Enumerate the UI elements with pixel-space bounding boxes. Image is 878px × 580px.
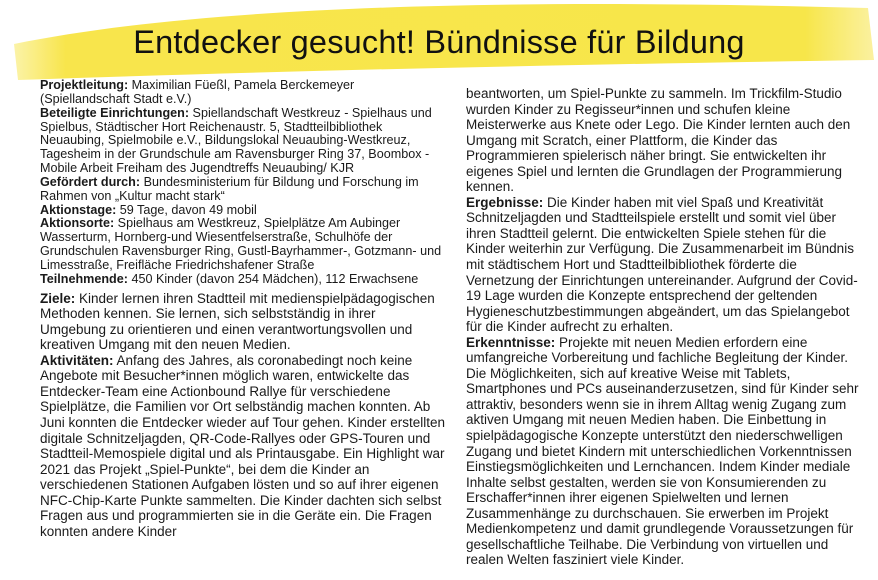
meta-teilnehmende: Teilnehmende: 450 Kinder (davon 254 Mädchen), 112 Erwachsene: [40, 271, 419, 286]
project-meta: [40, 79, 445, 287]
section-erkenntnisse: Erkenntnisse: Projekte mit neuen Medien erfordern eine umfangreiche Vorbereitung und fachliche Begleitung der Kinder. Die Möglichkeiten, sich auf kreative Weise mit Tablets, Smartphones und PCs auseinanderzusetzen, sind für Kinder sehr attraktiv, besonders wenn sie in ihrem Alltag wenig Zugang zum aktiven Umgang mit neuen Medien haben. Die Einbettung in spielpädagogische Konzepte unterstützt den niederschwelligen Zugang und bietet Kindern mit unterschiedlichen Vorkenntnissen Einstiegsmöglichkeiten und Lernchancen. Indem Kinder mediale Inhalte selbst gestalten, werden sie von Konsumierenden zu Erschaffer*innen ihrer eigenen Spielwelten und lernen Zusammenhänge zu durchschauen. Sie erwerben im Projekt Medienkompetenz und damit grundlegende Voraussetzungen für gesellschaftliche Teilhabe. Die Verbindung von virtuellen und realen Welten fasziniert viele Kinder.: [466, 334, 859, 568]
meta-aktionsorte: Aktionsorte: Spielhaus am Westkreuz, Spielplätze Am Aubinger Wasserturm, Hornberg-und Wiesentfelserstraße, Schulhöfe der Grundschulen Ravensburger Ring, Gustl-Bayrhammer-, Gotzmann- und Limesstraße, Freifläche Friedrichshafener Straße: [40, 216, 442, 272]
meta-aktionstage: Aktionstage: 59 Tage, davon 49 mobil: [40, 202, 257, 217]
left-column: [40, 79, 445, 539]
meta-einrichtungen: Beteiligte Einrichtungen: Spiellandschaft Westkreuz - Spielhaus und Spielbus, Städtischer Hort Reichenaustr. 5, Stadtteilbibliothek Neuaubing, Spielmobile e.V., Bildungslokal Neuaubing-Westkreuz, Tagesheim in der Grundschule am Ravensburger Ring 37, Boombox - Mobile Arbeit Freiham des Jugendtreffs Neuaubing/ KJR: [40, 105, 432, 176]
meta-projektleitung: Projektleitung: Maximilian Füeßl, Pamela Berckemeyer (Spiellandschaft Stadt e.V.): [40, 78, 355, 106]
meta-gefoerdert: Gefördert durch: Bundesministerium für Bildung und Forschung im Rahmen von „Kultur macht stark“: [40, 174, 419, 203]
section-aktivitaeten-continued: beantworten, um Spiel-Punkte zu sammeln. Im Trickfilm-Studio wurden Kinder zu Regisseur*innen und schufen kleine Meisterwerke aus Knete oder Lego. Die Kinder lernten auch den Umgang mit Scratch, einer Plattform, die Kinder das Programmieren spielerisch näher bringt. Sie entwickelten ihr eigenes Spiel und lernten die Grundlagen der Programmierung kennen.: [466, 86, 851, 195]
section-ergebnisse: Ergebnisse: Die Kinder haben mit viel Spaß und Kreativität Schnitzeljagden und Stadtteilspiele erstellt und somit viel über ihren Stadtteil gelernt. Die entwickelten Spiele stehen für die Kinder weiterhin zur Verfügung. Die Zusammenarbeit im Bündnis mit städtischem Hort und Stadtteilbibliothek förderte die Vernetzung der Einrichtungen untereinander. Aufgrund der Covid-19 Lage wurden die Konzepte entsprechend der geltenden Hygieneschutzbestimmungen abgeändert, um das Spielangebot für die Kinder aufrecht zu erhalten.: [466, 194, 858, 335]
page-title: Entdecker gesucht! Bündnisse für Bildung: [133, 24, 745, 60]
section-ziele: Ziele: Kinder lernen ihren Stadtteil mit medienspielpädagogischen Methoden kennen. Sie lernen, sich selbstständig in ihrer Umgebung zu orientieren und einen verantwortungsvollen und kreativen Umgang mit den neuen Medien.: [40, 290, 435, 353]
section-aktivitaeten: Aktivitäten: Anfang des Jahres, als coronabedingt noch keine Angebote mit Besucher*innen möglich waren, entwickelte das Entdecker-Team eine Actionbound Rallye für verschiedene Spielplätze, die Familien vor Ort selbständig machen konnten. Ab Juni konnten die Entdecker wieder auf Tour gehen. Kinder erstellten digitale Schnitzeljagden, QR-Code-Rallyes oder GPS-Touren und Stadtteil-Memospiele digital und als Printausgabe. Ein Highlight war 2021 das Projekt „Spiel-Punkte“, bei dem die Kinder an verschiedenen Stationen Aufgaben lösten und so auf ihrer eigenen NFC-Chip-Karte Punkte sammelten. Die Kinder dachten sich selbst Fragen aus und programmierten sie in die Geräte ein. Die Fragen konnten andere Kinder: [40, 352, 446, 539]
right-column: [466, 86, 866, 568]
